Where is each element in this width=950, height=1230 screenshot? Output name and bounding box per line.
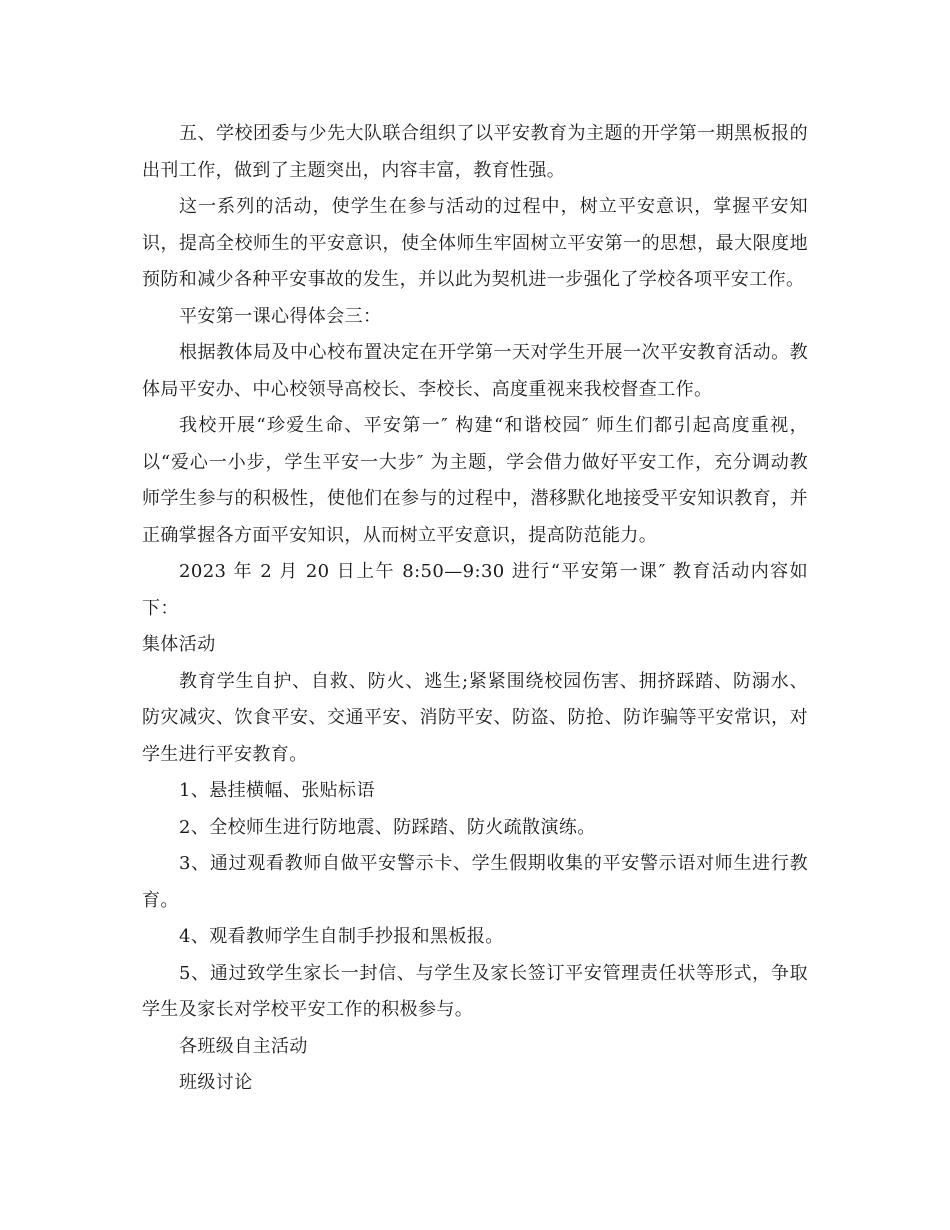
list-item-3: 3、通过观看教师自做平安警示卡、学生假期收集的平安警示语对师生进行教育。 <box>142 853 808 911</box>
paragraph-blackboard-newspaper: 五、学校团委与少先大队联合组织了以平安教育为主题的开学第一期黑板报的出刊工作，做到了主题突出，内容丰富，教育性强。 <box>142 123 808 181</box>
list-item-5: 5、通过致学生家长一封信、与学生及家长签订平安管理责任状等形式，争取学生及家长对学校平安工作的积极参与。 <box>142 962 808 1020</box>
section-heading-reflection-three: 平安第一课心得体会三： <box>179 305 382 327</box>
list-item-4: 4、观看教师学生自制手抄报和黑板报。 <box>179 926 504 947</box>
paragraph-date-schedule: 2023 年 2 月 20 日上午 8:50—9:30 进行“平安第一课″ 教育活动内容如下： <box>142 561 808 619</box>
paragraph-safety-education: 教育学生自护、自救、防火、逃生;紧紧围绕校园伤害、拥挤踩踏、防溺水、防灾减灾、饮食平安、交通平安、消防平安、防盗、防抢、防诈骗等平安常识，对学生进行平安教育。 <box>142 670 808 765</box>
document-body <box>142 116 808 1102</box>
paragraph-campaign-theme: 我校开展“珍爱生命、平安第一″ 构建“和谐校园″ 师生们都引起高度重视，以“爱心一小步，学生平安一大步″ 为主题，学会借力做好平安工作，充分调动教师学生参与的积极性，使他们在参与的过程中，潜移默化地接受平安知识教育，并正确掌握各方面平安知识，从而树立平安意识，提高防范能力。 <box>142 415 808 546</box>
list-item-2: 2、全校师生进行防地震、防踩踏、防火疏散演练。 <box>179 816 596 838</box>
subheading-class-activity: 各班级自主活动 <box>179 1035 308 1057</box>
subheading-class-discussion: 班级讨论 <box>179 1072 253 1093</box>
subheading-group-activity: 集体活动 <box>142 634 216 655</box>
list-item-1: 1、悬挂横幅、张贴标语 <box>179 780 375 801</box>
paragraph-activity-summary: 这一系列的活动，使学生在参与活动的过程中，树立平安意识，掌握平安知识，提高全校师生的平安意识，使全体师生牢固树立平安第一的思想，最大限度地预防和减少各种平安事故的发生，并以此为契机进一步强化了学校各项平安工作。 <box>142 196 808 290</box>
paragraph-inspection: 根据教体局及中心校布置决定在开学第一天对学生开展一次平安教育活动。教体局平安办、中心校领导高校长、李校长、高度重视来我校督查工作。 <box>142 342 808 400</box>
